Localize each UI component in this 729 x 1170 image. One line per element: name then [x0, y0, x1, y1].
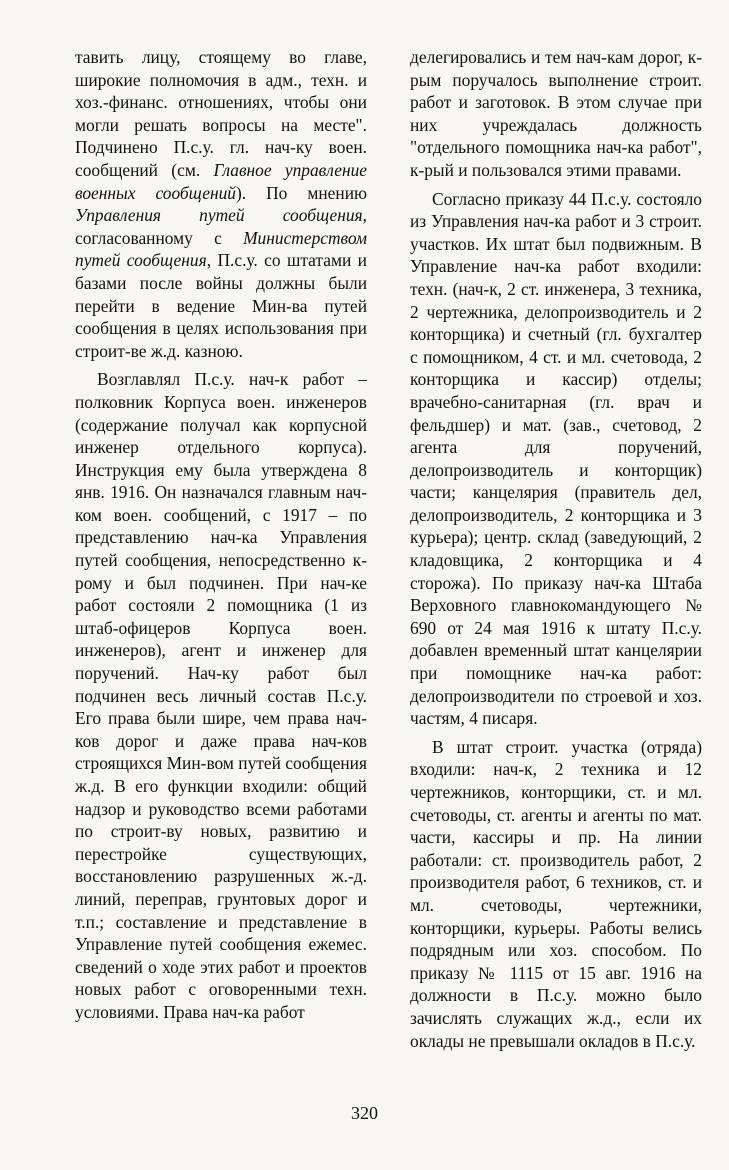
- left-column: [75, 46, 367, 1024]
- paragraph: В штат строит. участка (отряда) входили: нач-к, 2 техника и 12 чертежников, конторщики, ст. и мл. счетоводы, ст. агенты и агенты по мат. части, кассиры и пр. На линии работали: ст. производитель работ, 2 производителя работ, 6 техников, ст. и мл. счетоводы, чертежники, конторщики, курьеры. Работы велись подрядным или хоз. способом. По приказу № 1115 от 15 авг. 1916 на должности в П.с.у. можно было зачислять служащих ж.д., если их оклады не превышали окладов в П.с.у.: [410, 736, 702, 1051]
- paragraph: Согласно приказу 44 П.с.у. состояло из Управления нач-ка работ и 3 строит. участков. Их штат был подвижным. В Управление нач-ка работ входили: техн. (нач-к, 2 ст. инженера, 3 техника, 2 чертежника, делопроизводитель и 2 конторщика) и счетный (гл. бухгалтер с помощником, 4 ст. и мл. счетовода, 2 конторщика и кассир) отделы; врачебно-санитарная (гл. врач и фельдшер) и мат. (зав., счетовод, 2 агента для поручений, делопроизводитель и конторщик) части; канцелярия (правитель дел, делопроизводитель, 2 конторщика и 3 курьера); центр. склад (заведующий, 2 кладовщика, 2 конторщика и 4 сторожа). По приказу нач-ка Штаба Верховного главнокомандующего № 690 от 24 мая 1916 к штату П.с.у. добавлен временный штат канцелярии при помощнике нач-ка работ: делопроизводители по строевой и хоз. частям, 4 писаря.: [410, 188, 702, 729]
- right-column: [410, 46, 702, 1052]
- page-number: 320: [351, 1103, 378, 1123]
- paragraph: тавить лицу, стоящему во главе, широкие полномочия в адм., техн. и хоз.-финанс. отношениях, чтобы они могли решать вопросы на месте". Подчинено П.с.у. гл. нач-ку воен. сообщений (см. Главное управление военных сообщений). По мнению Управления путей сообщения, согласованному с Министерством путей сообщения, П.с.у. со штатами и базами после войны должны были перейти в ведение Мин-ва путей сообщения в целях использования при строит-ве ж.д. казною.: [75, 47, 368, 361]
- paragraph: делегировались и тем нач-кам дорог, к-рым поручалось выполнение строит. работ и заготовок. В этом случае при них учреждалась должность "отдельного помощника нач-ка работ", к-рый и пользовался этими правами.: [410, 47, 702, 180]
- paragraph: Возглавлял П.с.у. нач-к работ – полковник Корпуса воен. инженеров (содержание получал как корпусной инженер отдельного корпуса). Инструкция ему была утверждена 8 янв. 1916. Он назначался главным нач-ком воен. сообщений, с 1917 – по представлению нач-ка Управления путей сообщения, непосредственно к-рому и был подчинен. При нач-ке работ состояли 2 помощника (1 из штаб-офицеров Корпуса воен. инженеров), агент и инженер для поручений. Нач-ку работ был подчинен весь личный состав П.с.у. Его права были шире, чем права нач-ков дорог и даже права нач-ков строящихся Мин-вом путей сообщения ж.д. В его функции входили: общий надзор и руководство всеми работами по строит-ву новых, развитию и перестройке существующих, восстановлению разрушенных ж.-д. линий, переправ, грунтовых дорог и т.п.; составление и представление в Управление путей сообщения ежемес. сведений о ходе этих работ и проектов новых работ с оговоренными техн. условиями. Права нач-ка работ: [75, 369, 367, 1022]
